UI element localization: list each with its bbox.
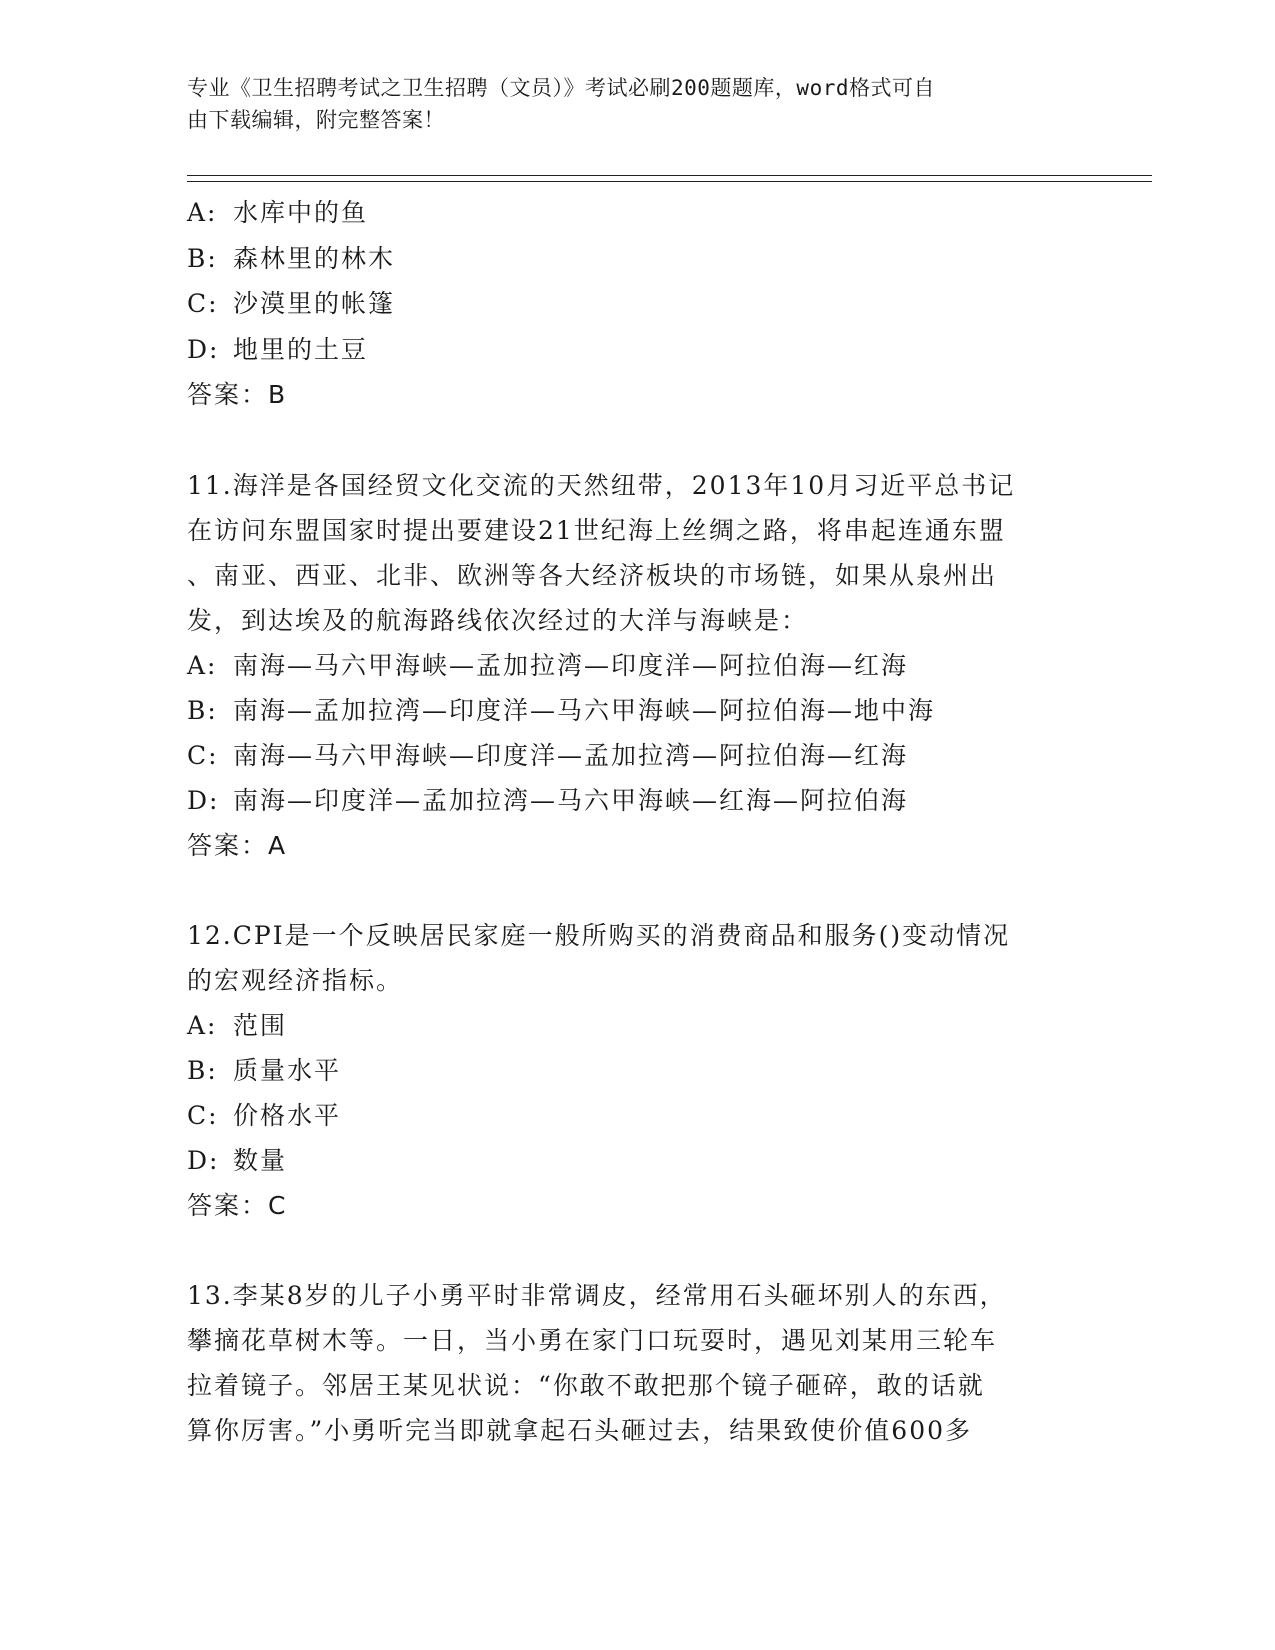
question-content [187, 190, 1087, 1453]
option-a: A: 范围 [187, 1010, 288, 1040]
option-c: C: 价格水平 [187, 1100, 342, 1130]
option-b: B: 质量水平 [187, 1055, 342, 1085]
header-line-2: 由下载编辑，附完整答案！ [187, 108, 445, 132]
option-b: B: 森林里的林木 [187, 243, 396, 273]
question-text-line: 攀摘花草树木等。一日，当小勇在家门口玩耍时，遇见刘某用三轮车 [187, 1325, 998, 1355]
option-a: A: 水库中的鱼 [187, 198, 369, 227]
option-d: D: 地里的土豆 [187, 334, 369, 364]
question-block-10 [187, 190, 1087, 418]
answer-line: 答案：B [187, 380, 288, 409]
question-text-line: 在访问东盟国家时提出要建设21世纪海上丝绸之路，将串起连通东盟 [187, 515, 1006, 545]
document-header [187, 72, 1067, 136]
answer-line: 答案：C [187, 1190, 288, 1220]
option-d: D: 南海—印度洋—孟加拉湾—马六甲海峡—红海—阿拉伯海 [187, 785, 909, 815]
question-text-line: 的宏观经济指标。 [187, 965, 404, 995]
question-text-line: 算你厉害。”小勇听完当即就拿起石头砸过去，结果致使价值600多 [187, 1415, 973, 1445]
question-text-line: 、南亚、西亚、北非、欧洲等各大经济板块的市场链，如果从泉州出 [187, 560, 998, 590]
question-block-12 [187, 913, 1087, 1228]
question-block-11 [187, 463, 1087, 868]
header-divider-bottom [187, 181, 1152, 182]
option-b: B: 南海—孟加拉湾—印度洋—马六甲海峡—阿拉伯海—地中海 [187, 695, 936, 725]
header-line-1: 专业《卫生招聘考试之卫生招聘（文员）》考试必刷200题题库，word格式可自 [187, 76, 935, 100]
question-block-13 [187, 1273, 1087, 1453]
question-text-line: 11.海洋是各国经贸文化交流的天然纽带，2013年10月习近平总书记 [187, 470, 1016, 500]
question-text-line: 13.李某8岁的儿子小勇平时非常调皮，经常用石头砸坏别人的东西， [187, 1280, 1007, 1310]
question-text-line: 拉着镜子。邻居王某见状说：“你敢不敢把那个镜子砸碎，敢的话就 [187, 1370, 985, 1400]
option-c: C: 沙漠里的帐篷 [187, 289, 396, 318]
header-divider-top [187, 175, 1152, 176]
option-a: A: 南海—马六甲海峡—孟加拉湾—印度洋—阿拉伯海—红海 [187, 650, 909, 680]
question-text-line: 发，到达埃及的航海路线依次经过的大洋与海峡是： [187, 605, 809, 635]
option-c: C: 南海—马六甲海峡—印度洋—孟加拉湾—阿拉伯海—红海 [187, 740, 909, 770]
option-d: D: 数量 [187, 1145, 288, 1175]
question-text-line: 12.CPI是一个反映居民家庭一般所购买的消费商品和服务()变动情况 [187, 920, 1011, 950]
answer-line: 答案：A [187, 830, 288, 860]
